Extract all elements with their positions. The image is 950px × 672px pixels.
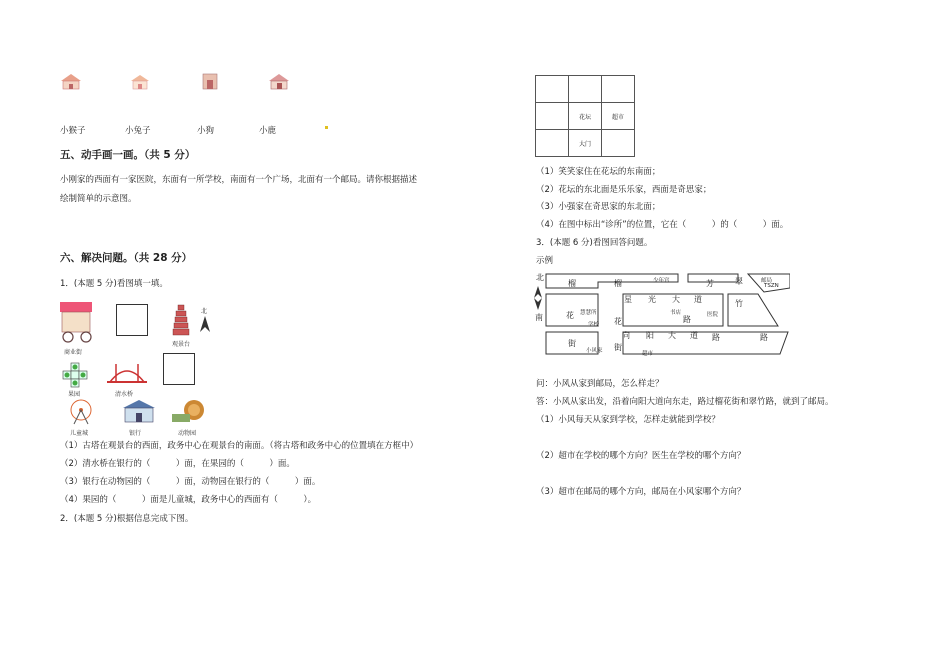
map-liu2: 榴: [614, 279, 622, 288]
qa-item-2: （2）超市在学校的哪个方向？医生在学校的哪个方向？: [536, 451, 746, 461]
q1-item-2: （2）清水桥在银行的（ ）面，在果园的（ ）面。: [60, 459, 295, 469]
bank-icon: [122, 398, 156, 427]
right-item-2: （2）花坛的东北面是乐乐家，西面是奇思家；: [536, 185, 712, 195]
q2-title: 2．(本题 5 分)根据信息完成下图。: [60, 514, 194, 524]
ferris-wheel-icon: [68, 398, 94, 429]
label-orchard: 果园: [68, 391, 81, 398]
map-xiangyang-3: 大: [668, 331, 676, 340]
label-bridge: 清水桥: [115, 391, 134, 398]
map-xiangyang-1: 向: [622, 331, 630, 340]
animal-label-rabbit: 小兔子: [125, 126, 151, 136]
pagoda-icon: [170, 303, 192, 340]
zoo-icon: [170, 398, 204, 427]
grid-cell[interactable]: [568, 75, 602, 103]
animal-label-deer: 小鹿: [259, 126, 277, 136]
section5-text2: 绘制简单的示意图。: [60, 194, 137, 204]
map-school: 学校: [588, 322, 600, 328]
section5-title: 五、动手画一画。（共 5 分）: [60, 149, 196, 161]
answer-box-2[interactable]: [163, 353, 195, 385]
shop-cart-icon: [58, 300, 94, 347]
q3-title: 3．(本题 6 分)看图回答问题。: [536, 238, 653, 248]
label-shop: 商业街: [64, 349, 83, 356]
orchard-icon: [62, 362, 88, 391]
qa-answer: 答：小风从家出发，沿着向阳大道向东走，路过榴花街和翠竹路，就到了邮局。: [536, 397, 834, 407]
q1-item-3: （3）银行在动物园的（ ）面，动物园在银行的（ ）面。: [60, 477, 321, 487]
yellow-dot: [325, 126, 328, 129]
street-map: [528, 270, 790, 360]
label-bank: 银行: [129, 430, 142, 437]
grid-cell-damen: 大门: [568, 129, 602, 157]
map-lu2: 路: [760, 333, 768, 342]
section5-text1: 小刚家的西面有一家医院，东面有一所学校，南面有一个广场，北面有一个邮局。请你根据描述: [60, 175, 418, 185]
map-xingguang-2: 光: [648, 295, 656, 304]
q1-item-4: （4）果园的（ ）面是儿童城，政务中心的西面有（ ）。: [60, 495, 317, 505]
map-lu: 路: [712, 333, 720, 342]
right-item-1: （1）笑笑家住在花坛的东南面；: [536, 167, 661, 177]
rabbit-house-icon: [130, 72, 150, 93]
map-xiangyang-2: 阳: [646, 331, 654, 340]
grid-cell[interactable]: [601, 129, 635, 157]
q1-title: 1．(本题 5 分)看图填一填。: [60, 279, 168, 289]
label-tower: 观景台: [172, 341, 191, 348]
map-youju-sub: TSZN: [764, 283, 779, 289]
monkey-house-icon: [60, 72, 82, 93]
right-item-4: （4）在图中标出“诊所”的位置，它在（ ）的（ ）面。: [536, 220, 789, 230]
map-shaoniangong: 少年宫: [653, 278, 670, 284]
q1-item-1: （1）古塔在观景台的西面，政务中心在观景台的南面。（将古塔和政务中心的位置填在方框中）: [60, 441, 419, 451]
map-xiangyang-4: 道: [690, 331, 698, 340]
position-grid: [535, 75, 634, 156]
map-xingguang-1: 星: [624, 295, 632, 304]
qa-item-3: （3）超市在邮局的哪个方向，邮局在小风家哪个方向？: [536, 487, 746, 497]
map-youju: 邮局: [761, 278, 773, 284]
map-xiaofeng: 小风家: [586, 348, 603, 354]
deer-house-icon: [268, 72, 290, 93]
map-jie2: 街: [614, 343, 622, 352]
grid-cell[interactable]: [535, 102, 569, 130]
compass-arrow-icon: [198, 315, 212, 336]
map-north: 北: [536, 273, 544, 282]
grid-cell[interactable]: [535, 129, 569, 157]
map-xingguang-4: 道: [694, 295, 702, 304]
animal-label-dog: 小狗: [197, 126, 215, 136]
map-south: 南: [535, 313, 543, 322]
grid-cell[interactable]: [601, 75, 635, 103]
section6-title: 六、解决问题。（共 28 分）: [60, 252, 193, 264]
map-zhu: 竹: [735, 299, 743, 308]
map-jiaotang: 慧慧所: [580, 310, 597, 316]
example-label: 示例: [536, 256, 554, 266]
grid-cell-huatan: 花坛: [568, 102, 602, 130]
map-jie: 街: [568, 339, 576, 348]
map-hua2: 花: [614, 317, 622, 326]
map-cui: 翠: [735, 277, 743, 286]
label-zoo: 动物园: [178, 430, 197, 437]
map-yiyuan: 医院: [707, 312, 719, 318]
map-hua: 花: [566, 311, 574, 320]
map-xingguang-3: 大: [672, 295, 680, 304]
map-shudian: 书店: [670, 310, 682, 316]
dog-house-icon: [201, 72, 219, 93]
grid-cell-chaoshi: 超市: [601, 102, 635, 130]
map-cao: 路: [683, 315, 691, 324]
grid-cell[interactable]: [535, 75, 569, 103]
map-liu: 榴: [568, 279, 576, 288]
map-fang: 芳: [706, 279, 714, 288]
qa-item-1: （1）小风每天从家到学校，怎样走就能到学校？: [536, 415, 720, 425]
qa-question: 问：小风从家到邮局，怎么样走？: [536, 379, 664, 389]
compass-north-label: 北: [201, 308, 208, 315]
bridge-icon: [106, 362, 148, 389]
map-chaoshi: 超市: [642, 351, 654, 357]
right-item-3: （3）小强家在奇思家的东北面；: [536, 202, 661, 212]
answer-box-1[interactable]: [116, 304, 148, 336]
label-kids: 儿童城: [70, 430, 89, 437]
animal-label-monkey: 小猴子: [60, 126, 86, 136]
